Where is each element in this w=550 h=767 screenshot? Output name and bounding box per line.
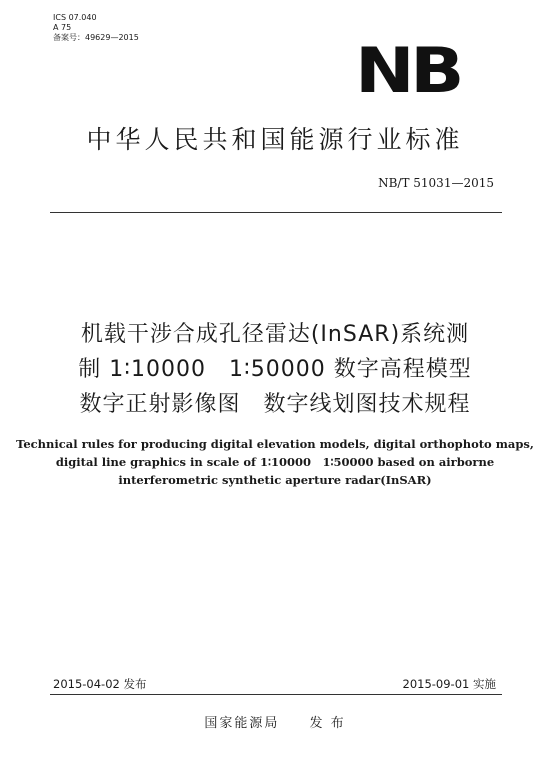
english-title-line-3: interferometric synthetic aperture radar(InSAR) bbox=[118, 473, 432, 487]
organization-title: 中华人民共和国能源行业标准 bbox=[86, 125, 464, 154]
nb-logo: NB bbox=[355, 34, 460, 107]
ics-code: ICS 07.040 bbox=[53, 13, 97, 22]
classification-code: A 75 bbox=[53, 23, 72, 32]
issuer-action: 发 布 bbox=[309, 716, 346, 731]
issuer-name: 国家能源局 bbox=[204, 716, 280, 731]
footer-divider bbox=[50, 694, 502, 695]
filing-number: 备案号：49629—2015 bbox=[53, 33, 139, 42]
chinese-title-line-2: 制 1∶10000 1∶50000 数字高程模型 bbox=[78, 357, 472, 382]
issuer-line bbox=[0, 712, 550, 731]
header-divider bbox=[50, 212, 502, 213]
english-title-line-2: digital line graphics in scale of 1∶10000 1∶50000 based on airborne bbox=[55, 455, 495, 469]
chinese-title-line-3: 数字正射影像图 数字线划图技术规程 bbox=[79, 392, 471, 417]
effective-date: 2015-09-01 实施 bbox=[402, 677, 496, 691]
english-title-line-1: Technical rules for producing digital elevation models, digital orthophoto maps, bbox=[16, 437, 534, 451]
standard-number: NB/T 51031—2015 bbox=[378, 176, 494, 190]
chinese-title-line-1: 机载干涉合成孔径雷达(InSAR)系统测 bbox=[80, 322, 470, 347]
release-date: 2015-04-02 发布 bbox=[53, 677, 147, 691]
